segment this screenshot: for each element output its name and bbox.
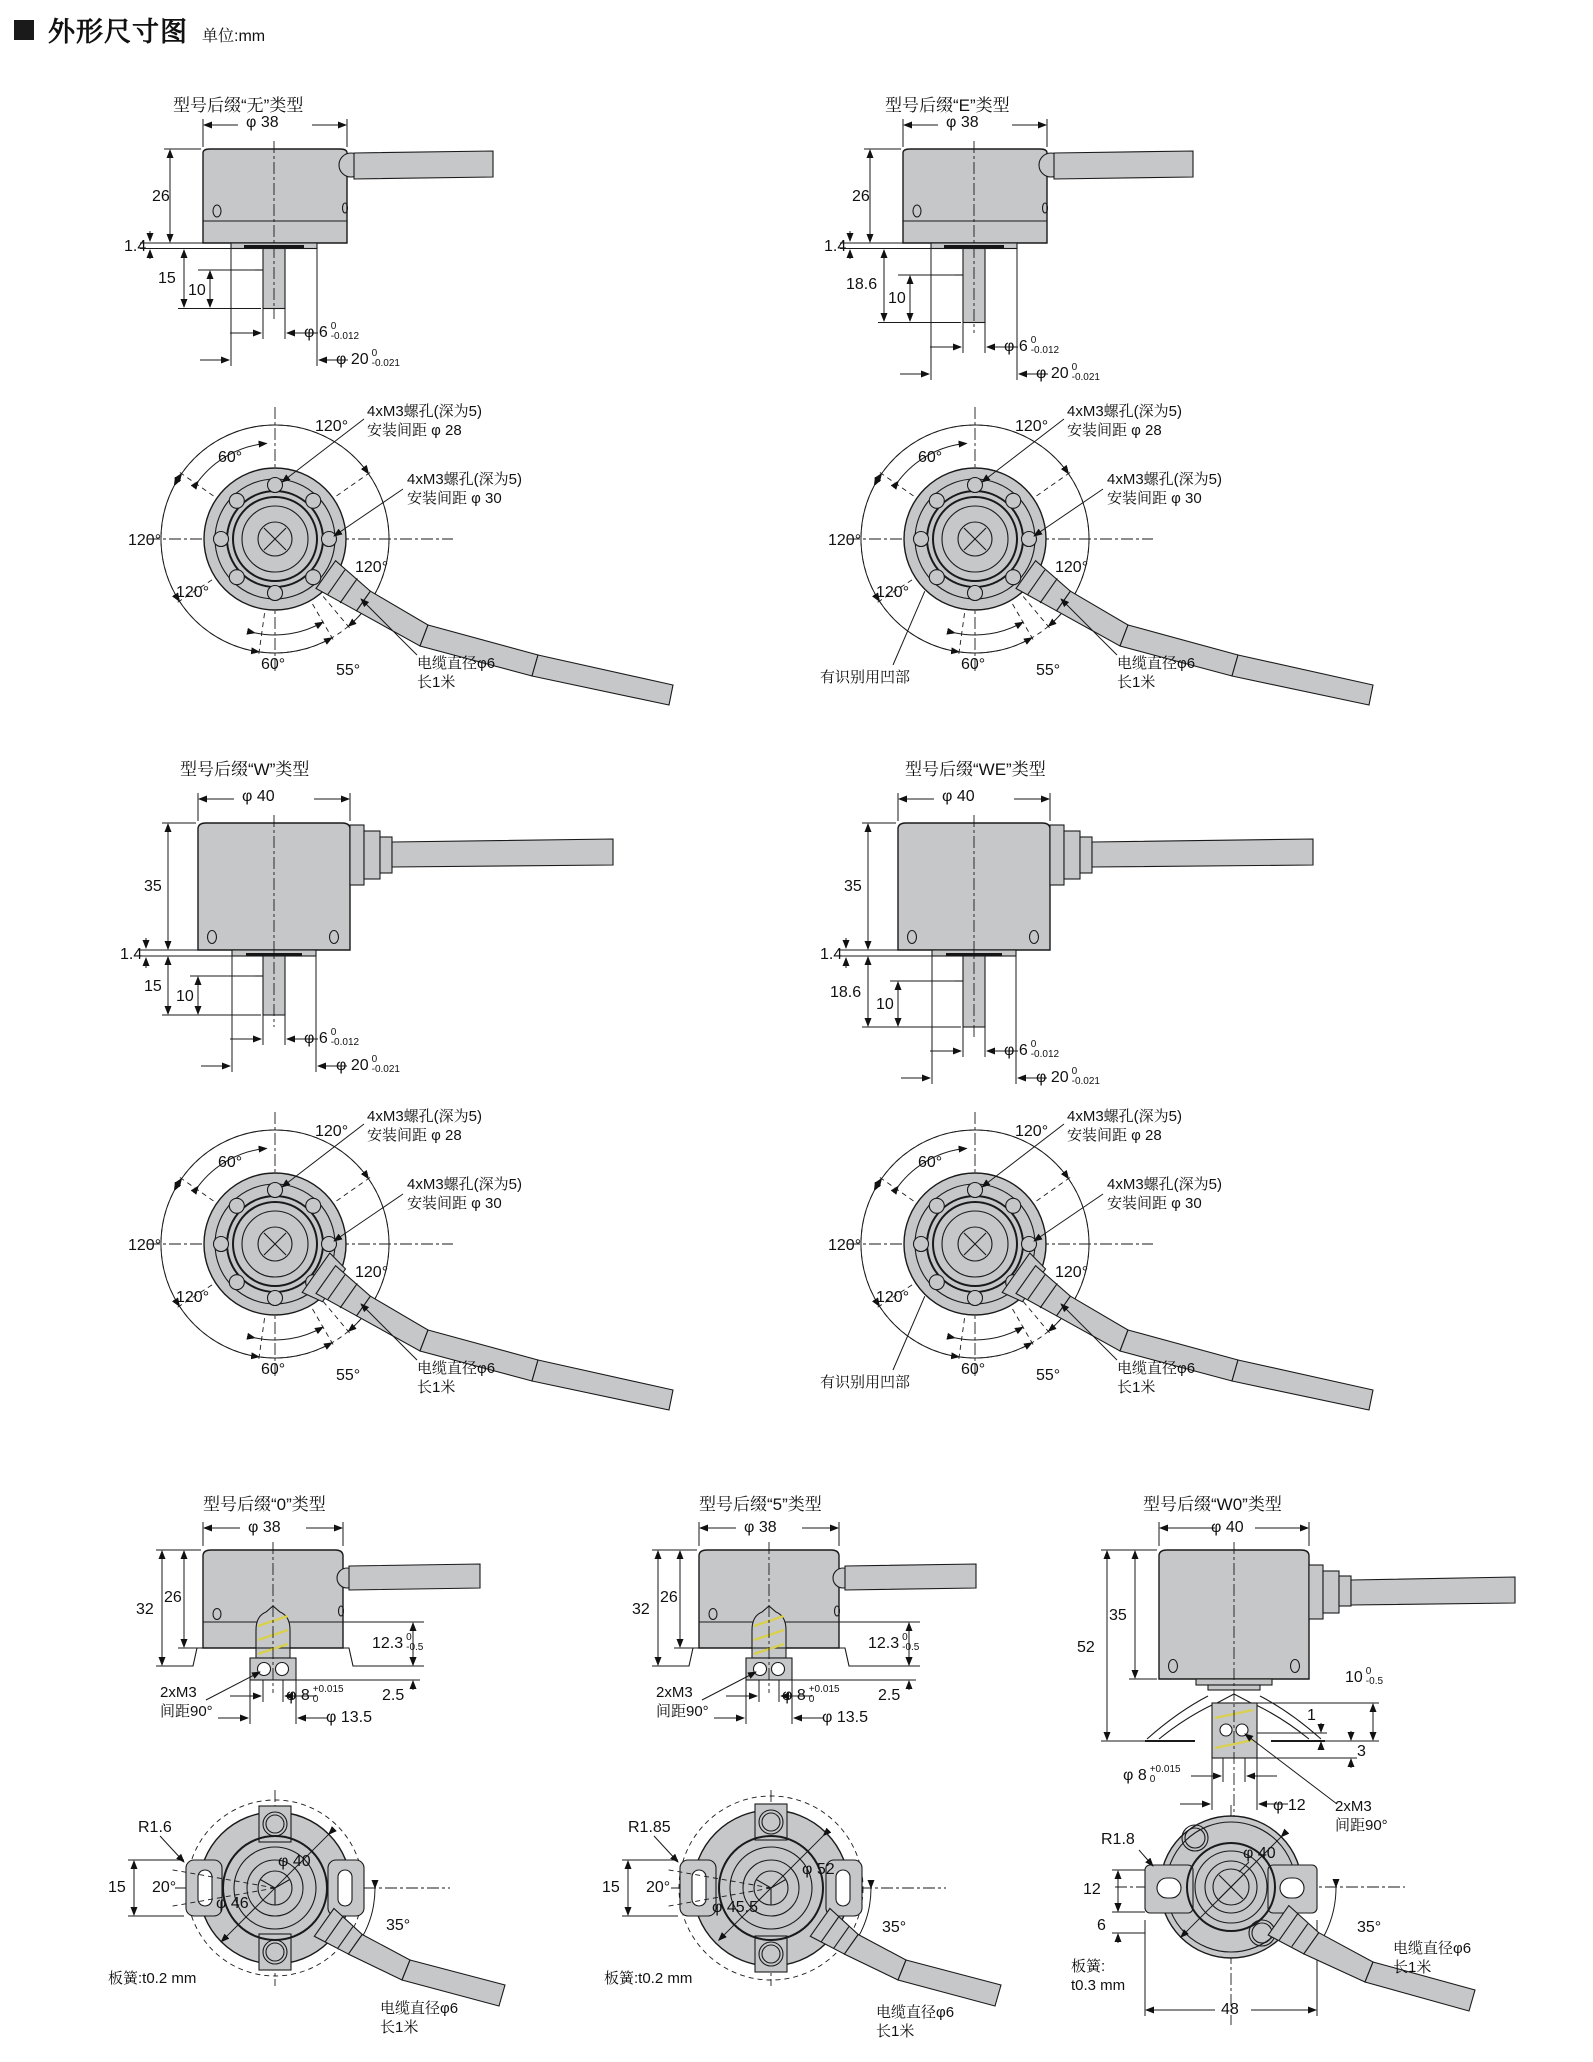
side-view-w0 [1005,1518,1545,1834]
note-notch: 有识别用凹部 [820,1374,911,1391]
angle-55: 55° [1036,662,1061,679]
note-cable: 电缆直径φ6 长1米 [380,2000,459,2036]
note-m3-30: 4xM3螺孔(深为5) 安装间距 φ 30 [407,471,523,507]
angle-120-lowerleft: 120° [876,584,910,601]
front-view-none [118,403,638,735]
dim-boss-diameter: φ 20 0 -0.021 [1036,362,1100,383]
front-view-w [118,1108,638,1440]
note-m3-28: 4xM3螺孔(深为5) 安装间距 φ 28 [367,403,483,439]
angle-60-upper: 60° [918,1154,943,1171]
dim-3: 3 [1357,1743,1366,1760]
dim-lip: 1.4 [820,946,843,963]
dim-diameter: φ 38 [248,1519,281,1536]
dim-total-height: 52 [1077,1639,1095,1656]
angle-60-bottom: 60° [961,656,986,673]
angle-120-top: 120° [1015,418,1049,435]
dim-ear-height: 15 [602,1879,620,1896]
page-header [14,10,265,49]
encoder-body [172,1550,480,1680]
angle-120-left: 120° [128,1237,162,1254]
side-view-w [118,785,638,1105]
dim-flange: 12.3 0 -0.5 [868,1632,920,1653]
angle-120-right: 120° [355,1264,389,1281]
side-view-5 [576,1518,1036,1758]
note-m3-28: 4xM3螺孔(深为5) 安装间距 φ 28 [1067,403,1183,439]
side-view-drawing [80,1518,540,1758]
angle-120-left: 120° [828,532,862,549]
dim-12: φ 12 [1273,1797,1306,1814]
panel-title: 型号后缀“WE”类型 [905,760,1046,779]
dim-diameter: φ 40 [242,788,275,805]
panel-title: 型号后缀“W”类型 [180,760,310,779]
note-m3-28: 4xM3螺孔(深为5) 安装间距 φ 28 [1067,1108,1183,1144]
note-cable: 电缆直径φ6 长1米 [876,2004,955,2040]
dim-ear-height: 15 [108,1879,126,1896]
angle-55: 55° [336,662,361,679]
dim-radius: R1.8 [1101,1831,1135,1848]
dim-boss-diameter: φ 20 0 -0.021 [1036,1066,1100,1087]
panel-title: 型号后缀“W0”类型 [1143,1495,1282,1514]
encoder-body [198,823,613,1015]
dim-clamp-diameter: φ 13.5 [326,1709,372,1726]
dim-body-height: 35 [1109,1607,1127,1624]
dim-face-diameter: φ 40 [1243,1845,1276,1862]
angle-55: 55° [1036,1367,1061,1384]
note-spring: 板簧:t0.2 mm [604,1970,693,1987]
dim-bore: φ 8 +0.015 0 [286,1684,344,1705]
dim-total-height: 32 [136,1601,154,1618]
angle-120-right: 120° [1055,1264,1089,1281]
angle-60-upper: 60° [218,449,243,466]
side-view-e [818,107,1338,397]
angle-35: 35° [386,1917,411,1934]
bottom-view-drawing [1005,1800,1545,2062]
dim-shaft-diameter: φ 6 0 -0.012 [304,321,360,342]
dim-shaft-step: 10 [176,988,194,1005]
panel-type-w0 [1005,1448,1545,2062]
encoder-body [903,149,1193,323]
dim-bore: φ 8 +0.015 0 [782,1684,840,1705]
angle-55: 55° [336,1367,361,1384]
dim-shaft-length: 18.6 [846,276,878,293]
angle-120-lowerleft: 120° [176,1289,210,1306]
side-view-drawing [576,1518,1036,1758]
panel-type-we [818,735,1338,1435]
note-m3-30: 4xM3螺孔(深为5) 安装间距 φ 30 [1107,1176,1223,1212]
dim-shaft-length: 18.6 [830,984,862,1001]
dim-shaft-step: 10 [888,290,906,307]
dim-shaft-length: 15 [144,978,162,995]
cable [354,151,493,179]
dim-diameter: φ 38 [744,1519,777,1536]
note-cable: 电缆直径φ6 长1米 [417,1360,496,1396]
note-m3-30: 4xM3螺孔(深为5) 安装间距 φ 30 [407,1176,523,1212]
dim-lip: 1.4 [824,238,847,255]
note-spring: 板簧: t0.3 mm [1071,1958,1126,1994]
dim-boss-diameter: φ 20 0 -0.021 [336,348,400,369]
dim-diameter: φ 40 [942,788,975,805]
panel-type-none [118,85,638,735]
dim-width-48: 48 [1221,2001,1239,2018]
dim-shaft-diameter: φ 6 0 -0.012 [1004,1039,1060,1060]
note-m3-30: 4xM3螺孔(深为5) 安装间距 φ 30 [1107,471,1223,507]
encoder-body [203,149,493,309]
dim-body-height: 26 [164,1589,182,1606]
dim-radius: R1.85 [628,1819,671,1836]
dim-shaft-step: 10 [188,282,206,299]
dim-diameter: φ 40 [1211,1519,1244,1536]
panel-title: 型号后缀“无”类型 [173,96,304,115]
panel-type-e [818,85,1338,735]
dim-body-height: 26 [660,1589,678,1606]
side-view-we [818,785,1338,1115]
angle-20: 20° [646,1879,671,1896]
dim-face-diameter: φ 40 [278,1853,311,1870]
note-cable: 电缆直径φ6 长1米 [417,655,496,691]
note-notch: 有识别用凹部 [820,669,911,686]
angle-120-right: 120° [1055,559,1089,576]
dim-shaft-diameter: φ 6 0 -0.012 [304,1027,360,1048]
dim-boss-diameter: φ 20 0 -0.021 [336,1054,400,1075]
panel-title: 型号后缀“5”类型 [699,1495,822,1514]
cable [1351,1577,1515,1605]
front-view-we [818,1108,1338,1440]
angle-60-bottom: 60° [261,656,286,673]
panel-type-5 [576,1448,1036,2062]
panel-type-w [118,735,638,1435]
dim-1: 1 [1307,1707,1316,1724]
note-spring: 板簧:t0.2 mm [108,1970,197,1987]
angle-60-upper: 60° [218,1154,243,1171]
side-view-drawing [818,785,1338,1115]
angle-120-top: 120° [315,418,349,435]
note-2xm3: 2xM3 间距90° [1335,1798,1388,1834]
note-cable: 电缆直径φ6 长1米 [1117,655,1196,691]
angle-120-right: 120° [355,559,389,576]
cable [392,839,613,867]
side-view-drawing [118,107,638,387]
dim-body-height: 35 [844,878,862,895]
dim-body-height: 35 [144,878,162,895]
panel-type-0 [80,1448,540,2062]
dim-clamp-diameter: φ 13.5 [822,1709,868,1726]
dim-flange: 12.3 0 -0.5 [372,1632,424,1653]
encoder-body [668,1550,976,1680]
front-view-e [818,403,1338,735]
dim-face-diameter: φ 52 [802,1861,835,1878]
dim-offset: 6 [1097,1917,1106,1934]
page-title: 外形尺寸图 [48,17,188,47]
dim-body-height: 26 [152,188,170,205]
dim-step: 2.5 [382,1687,405,1704]
bottom-view-5 [576,1778,1036,2062]
cable [845,1564,976,1590]
note-2xm3: 2xM3 间距90° [656,1684,709,1720]
angle-35: 35° [1357,1919,1382,1936]
note-m3-28: 4xM3螺孔(深为5) 安装间距 φ 28 [367,1108,483,1144]
dim-bore: φ 8 +0.015 0 [1123,1764,1181,1785]
angle-60-upper: 60° [918,449,943,466]
dim-shaft-diameter: φ 6 0 -0.012 [1004,335,1060,356]
angle-35: 35° [882,1919,907,1936]
angle-120-top: 120° [315,1123,349,1140]
dim-diameter: φ 38 [946,114,979,131]
side-view-drawing [818,107,1338,397]
note-2xm3: 2xM3 间距90° [160,1684,213,1720]
dim-lip: 1.4 [120,946,143,963]
section-bullet-icon [14,20,34,40]
dim-radius: R1.6 [138,1819,172,1836]
angle-60-bottom: 60° [261,1361,286,1378]
angle-120-lowerleft: 120° [176,584,210,601]
note-cable: 电缆直径φ6 长1米 [1117,1360,1196,1396]
angle-20: 20° [152,1879,177,1896]
bottom-view-w0 [1005,1800,1545,2062]
dim-outer-diameter: φ 45.5 [712,1899,758,1916]
encoder-body [898,823,1313,1027]
dim-total-height: 32 [632,1601,650,1618]
cable [349,1564,480,1590]
side-view-0 [80,1518,540,1758]
encoder-body [1145,1550,1515,1758]
note-cable: 电缆直径φ6 长1米 [1393,1940,1472,1976]
angle-120-left: 120° [128,532,162,549]
side-view-none [118,107,638,387]
dim-shaft-step: 10 [876,996,894,1013]
angle-120-lowerleft: 120° [876,1289,910,1306]
dim-shaft-length: 15 [158,270,176,287]
cable [1092,839,1313,867]
dim-lip: 1.4 [124,238,147,255]
bottom-view-0 [80,1778,540,2062]
dim-step: 2.5 [878,1687,901,1704]
dim-body-height: 26 [852,188,870,205]
dim-diameter: φ 38 [246,114,279,131]
angle-120-top: 120° [1015,1123,1049,1140]
panel-title: 型号后缀“E”类型 [885,96,1010,115]
unit-note: 单位:mm [202,28,266,45]
dim-outer-diameter: φ 46 [216,1895,249,1912]
cable [1054,151,1193,179]
angle-60-bottom: 60° [961,1361,986,1378]
dim-slot: 12 [1083,1881,1101,1898]
dim-10: 10 0 -0.5 [1345,1666,1384,1687]
panel-title: 型号后缀“0”类型 [203,1495,326,1514]
angle-120-left: 120° [828,1237,862,1254]
